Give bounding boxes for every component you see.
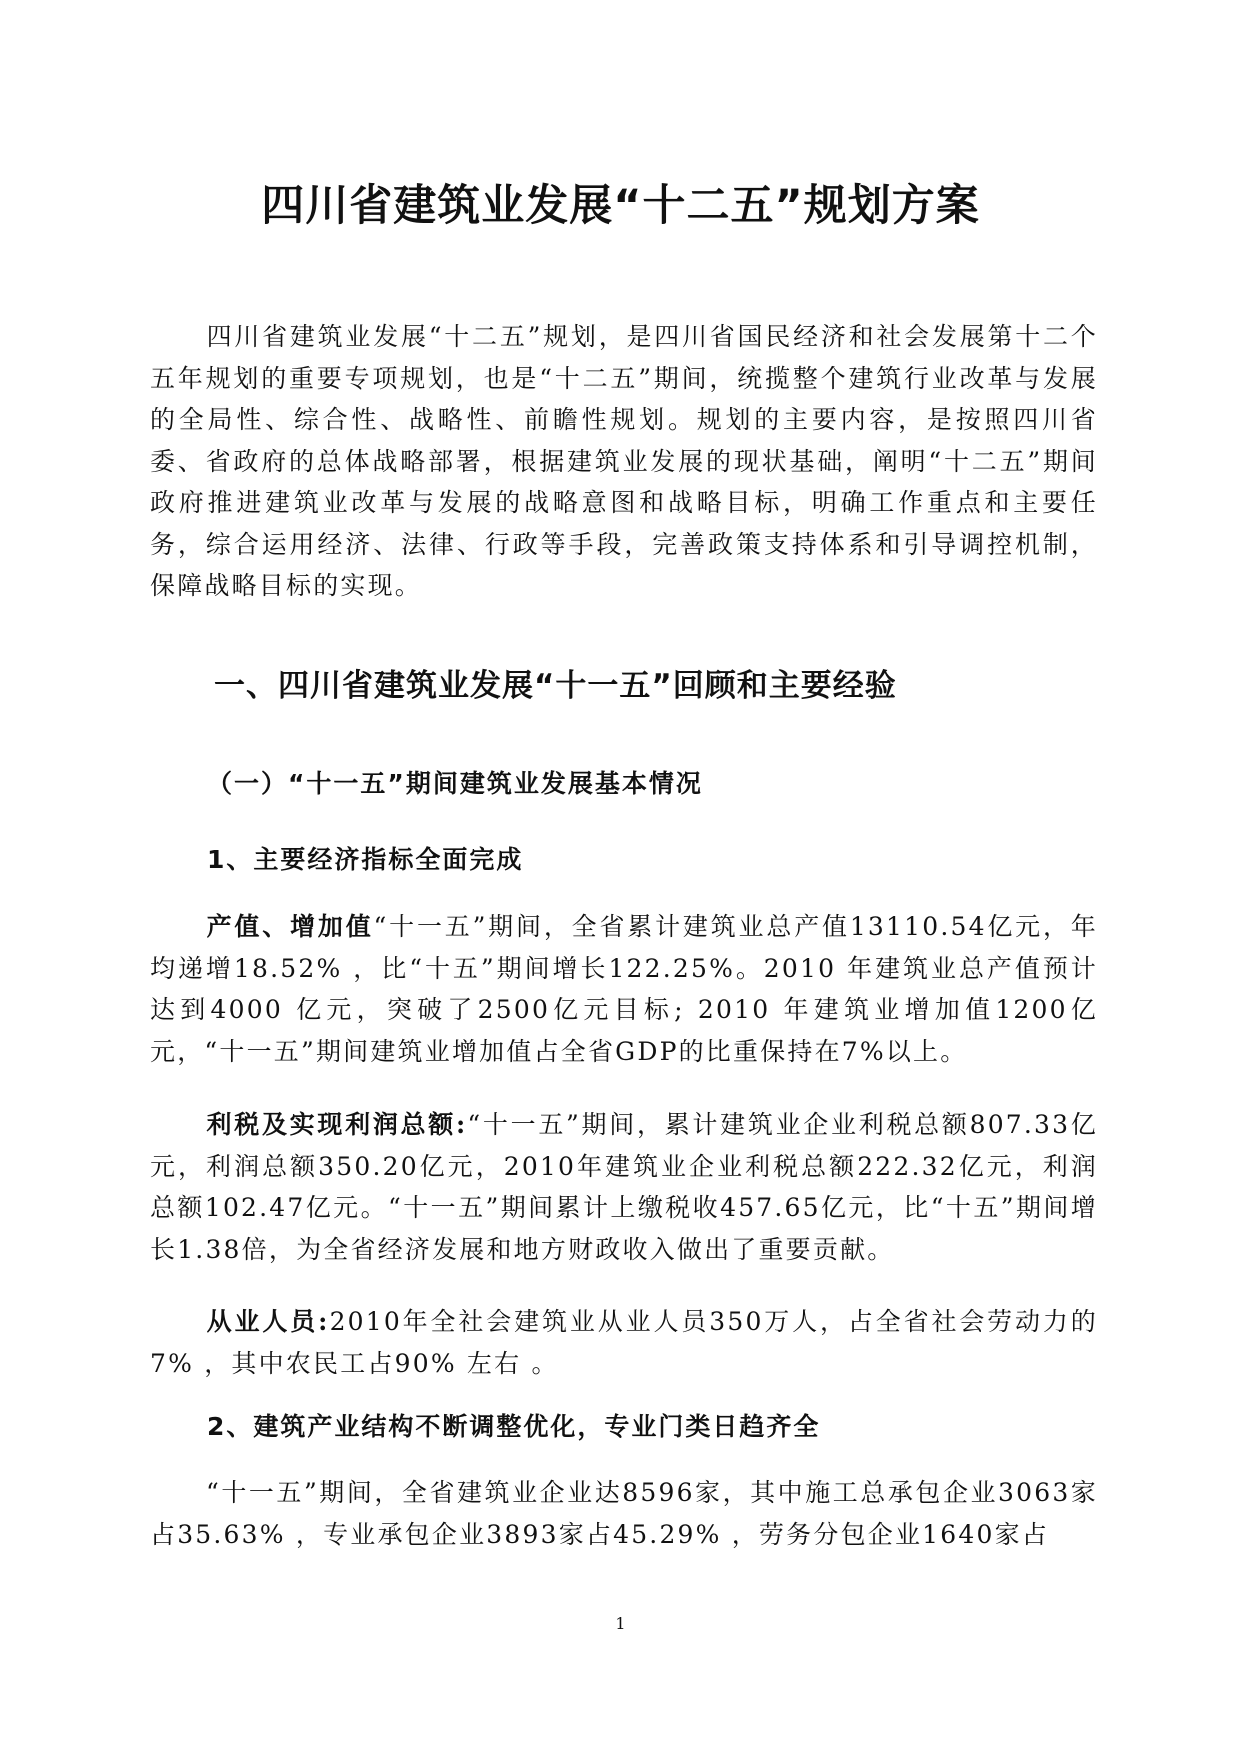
- output-text: “十一五”期间，全省累计建筑业总产值13110.54亿元，年均递增18.52% ，比“十五”期间增长122.25%。2010 年建筑业总产值预计达到4000 亿元，突破了2500亿元目标; 2010 年建筑业增加值1200亿元，“十一五”期间建筑业增加值占全省GDP的比重保持在7%以上。: [150, 912, 1098, 1066]
- section-1-heading: 一、四川省建筑业发展“十一五”回顾和主要经验: [214, 668, 897, 704]
- intro-paragraph: [150, 316, 1098, 607]
- item-2-heading: 2、建筑产业结构不断调整优化，专业门类日趋齐全: [207, 1412, 821, 1441]
- profit-paragraph: [150, 1104, 1098, 1270]
- employment-lead: 从业人员:: [206, 1307, 330, 1336]
- structure-paragraph: [150, 1472, 1098, 1555]
- document-title: 四川省建筑业发展“十二五”规划方案: [261, 181, 980, 231]
- output-paragraph: [150, 906, 1098, 1072]
- structure-text: “十一五”期间，全省建筑业企业达8596家，其中施工总承包企业3063家占35.63% ，专业承包企业3893家占45.29% ，劳务分包企业1640家占: [150, 1478, 1098, 1549]
- profit-lead: 利税及实现利润总额:: [206, 1110, 468, 1139]
- employment-text: 2010年全社会建筑业从业人员350万人，占全省社会劳动力的7% ，其中农民工占90% 左右 。: [150, 1307, 1098, 1378]
- item-1-heading: 1、主要经济指标全面完成: [207, 845, 524, 874]
- employment-paragraph: [150, 1301, 1098, 1384]
- page-number: 1: [615, 1614, 626, 1633]
- intro-text: 四川省建筑业发展“十二五”规划，是四川省国民经济和社会发展第十二个五年规划的重要专项规划，也是“十二五”期间，统揽整个建筑行业改革与发展的全局性、综合性、战略性、前瞻性规划。规划的主要内容，是按照四川省委、省政府的总体战略部署，根据建筑业发展的现状基础，阐明“十二五”期间政府推进建筑业改革与发展的战略意图和战略目标，明确工作重点和主要任务，综合运用经济、法律、行政等手段，完善政策支持体系和引导调控机制，保障战略目标的实现。: [150, 322, 1098, 600]
- subsection-1-heading: （一）“十一五”期间建筑业发展基本情况: [207, 769, 703, 798]
- profit-text: “十一五”期间，累计建筑业企业利税总额807.33亿元，利润总额350.20亿元，2010年建筑业企业利税总额222.32亿元，利润总额102.47亿元。“十一五”期间累计上缴税收457.65亿元，比“十五”期间增长1.38倍，为全省经济发展和地方财政收入做出了重要贡献。: [150, 1110, 1098, 1264]
- output-lead: 产值、增加值: [206, 912, 374, 941]
